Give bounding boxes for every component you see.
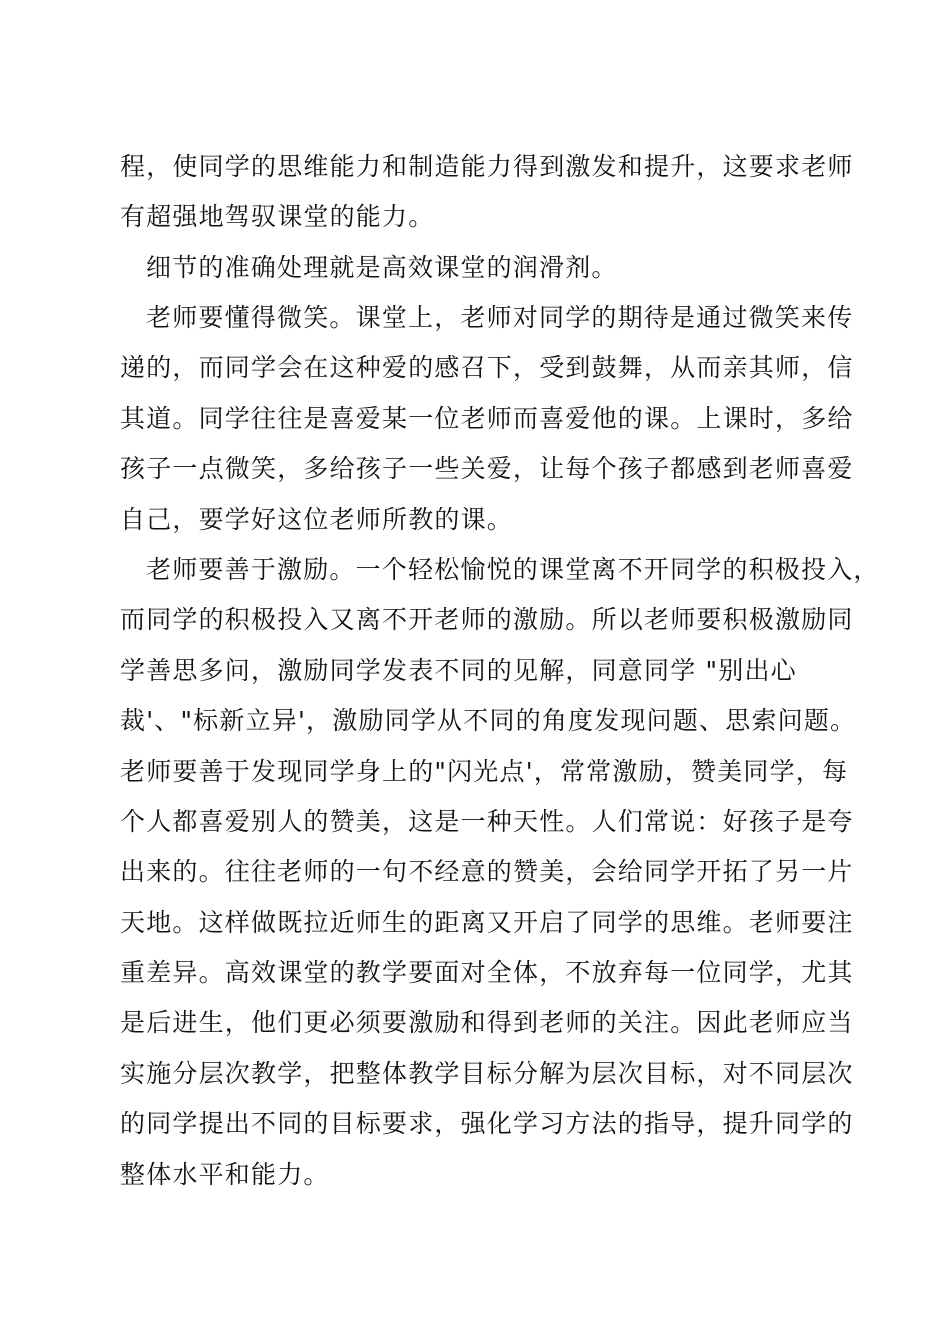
text-line: 裁'、"标新立异'，激励同学从不同的角度发现问题、思索问题。 <box>120 706 857 735</box>
text-line: 程，使同学的思维能力和制造能力得到激发和提升，这要求老师 <box>120 152 854 181</box>
text-line: 整体水平和能力。 <box>120 1160 330 1189</box>
text-line: 而同学的积极投入又离不开老师的激励。所以老师要积极激励同 <box>120 605 854 634</box>
text-line: 的同学提出不同的目标要求，强化学习方法的指导，提升同学的 <box>120 1109 854 1138</box>
text-line: 老师要善于激励。一个轻松愉悦的课堂离不开同学的积极投入， <box>146 555 880 584</box>
text-line: 老师要懂得微笑。课堂上，老师对同学的期待是通过微笑来传 <box>146 303 854 332</box>
text-line: 个人都喜爱别人的赞美，这是一种天性。人们常说：好孩子是夸 <box>120 807 854 836</box>
text-line: 实施分层次教学，把整体教学目标分解为层次目标，对不同层次 <box>120 1059 854 1088</box>
text-line: 自己，要学好这位老师所教的课。 <box>120 505 514 534</box>
text-line: 是后进生，他们更必须要激励和得到老师的关注。因此老师应当 <box>120 1008 854 1037</box>
text-line: 其道。同学往往是喜爱某一位老师而喜爱他的课。上课时，多给 <box>120 404 854 433</box>
text-line: 细节的准确处理就是高效课堂的润滑剂。 <box>146 253 618 282</box>
text-line: 递的，而同学会在这种爱的感召下，受到鼓舞，从而亲其师，信 <box>120 353 854 382</box>
text-line: 学善思多问，激励同学发表不同的见解，同意同学 "别出心 <box>120 656 797 685</box>
text-line: 孩子一点微笑，多给孩子一些关爱，让每个孩子都感到老师喜爱 <box>120 454 854 483</box>
text-line: 天地。这样做既拉近师生的距离又开启了同学的思维。老师要注 <box>120 908 854 937</box>
text-line: 老师要善于发现同学身上的"闪光点'，常常激励，赞美同学，每 <box>120 757 849 786</box>
text-line: 出来的。往往老师的一句不经意的赞美，会给同学开拓了另一片 <box>120 857 854 886</box>
text-line: 有超强地驾驭课堂的能力。 <box>120 202 435 231</box>
text-line: 重差异。高效课堂的教学要面对全体，不放弃每一位同学，尤其 <box>120 958 854 987</box>
